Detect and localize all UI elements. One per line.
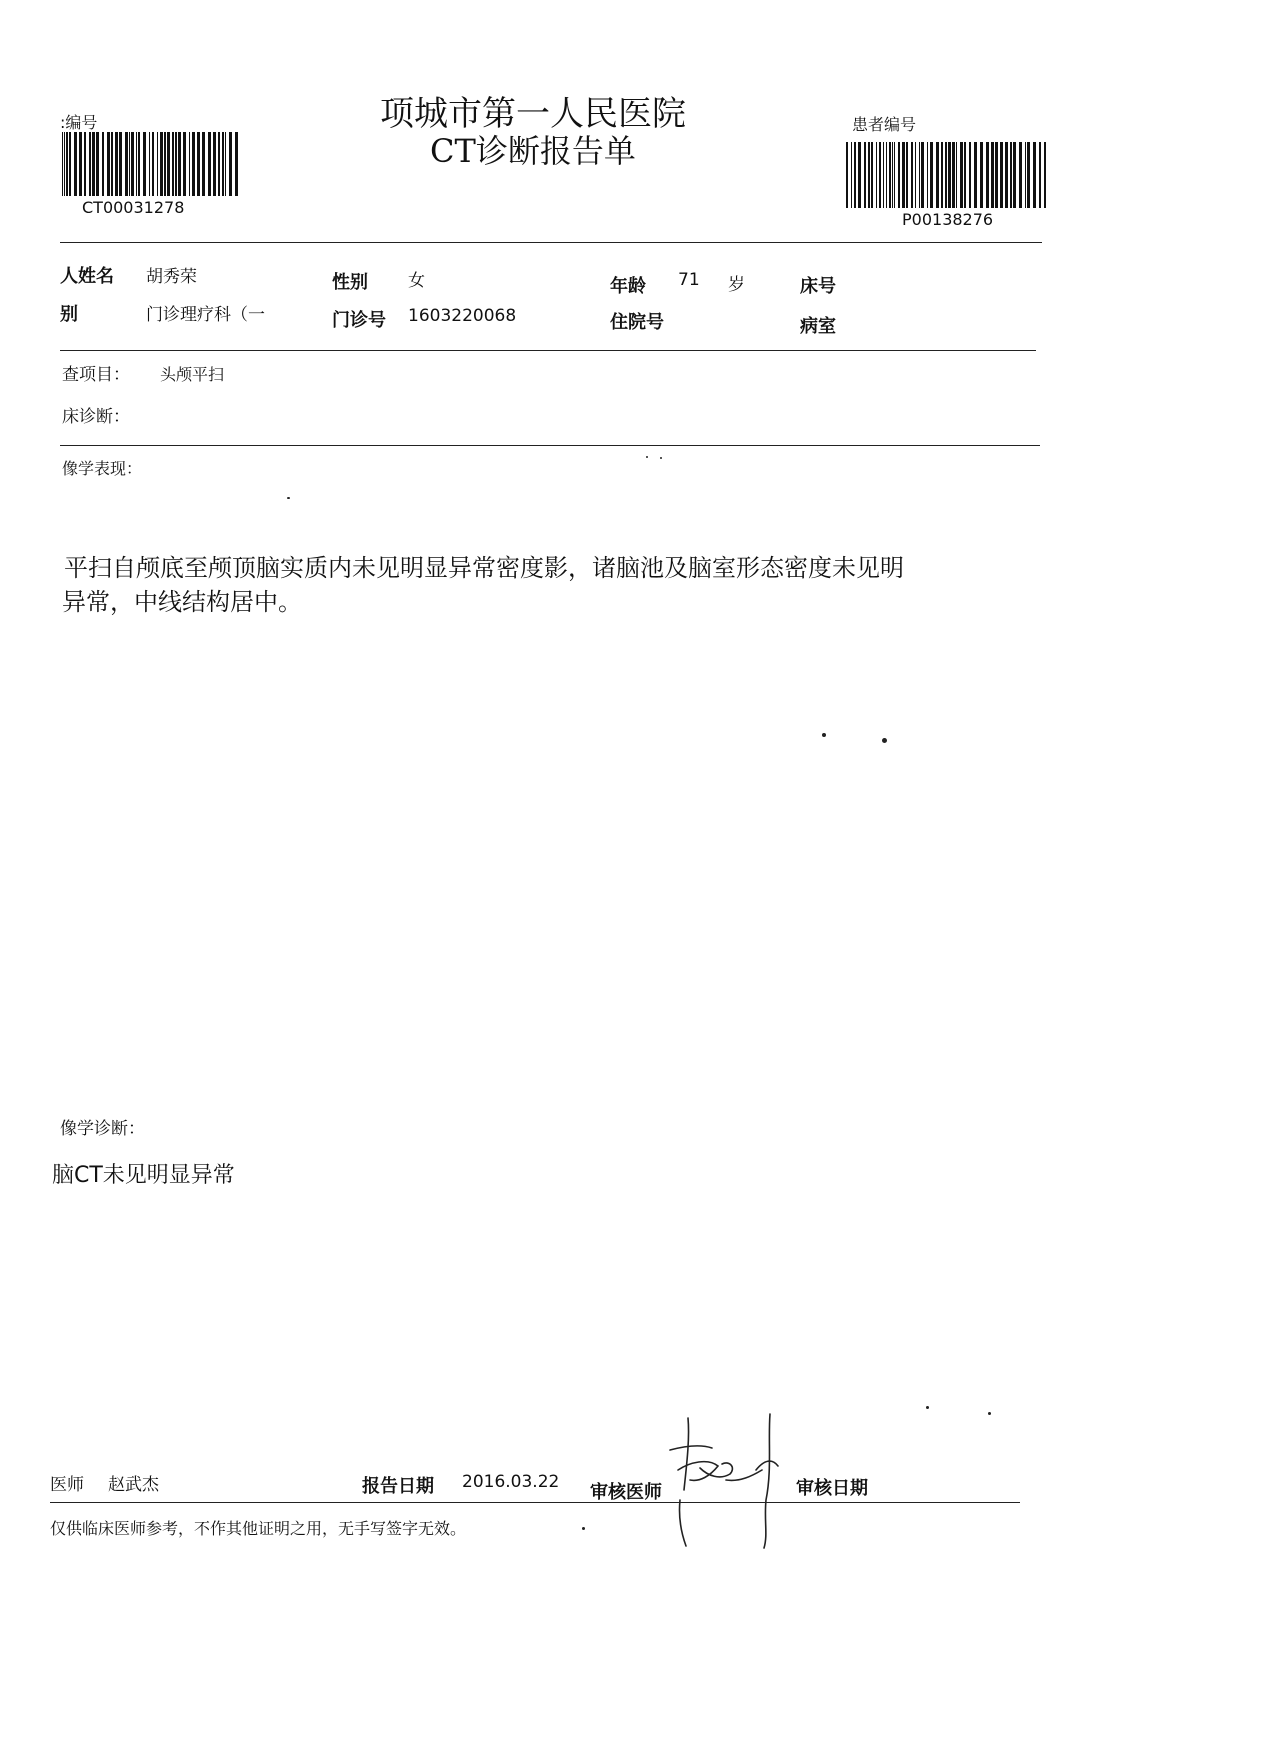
- barcode-bar: [213, 132, 216, 196]
- scan-speck: [822, 733, 826, 737]
- barcode-bar: [157, 132, 158, 196]
- scan-speck: [660, 457, 662, 459]
- barcode-bar: [131, 132, 134, 196]
- exam-item-label: 查项目：: [62, 365, 130, 385]
- barcode-bar: [886, 142, 887, 208]
- barcode-bar: [936, 142, 939, 208]
- barcode-bar: [167, 132, 170, 196]
- scan-speck: [988, 1412, 991, 1415]
- barcode-bar: [208, 132, 211, 196]
- barcode-bar: [879, 142, 881, 208]
- barcode-bar: [974, 142, 977, 208]
- scan-speck: [582, 1527, 585, 1530]
- barcode-bar: [79, 132, 82, 196]
- barcode-bar: [927, 142, 928, 208]
- findings-line-1: 平扫自颅底至颅顶脑实质内未见明显异常密度影，诸脑池及脑室形态密度未见明: [64, 554, 904, 582]
- barcode-bar: [854, 142, 856, 208]
- barcode-bar: [864, 142, 866, 208]
- barcode-bar: [111, 132, 113, 196]
- scan-speck: [287, 497, 290, 499]
- doctor-name: 赵武杰: [108, 1475, 159, 1495]
- barcode-bar: [192, 132, 195, 196]
- ward-label: 病室: [800, 316, 836, 337]
- barcode-bar: [149, 132, 150, 196]
- barcode-bar: [948, 142, 951, 208]
- barcode-bar: [889, 142, 891, 208]
- barcode-bar: [876, 142, 877, 208]
- barcode-bar: [175, 132, 177, 196]
- report-date-label: 报告日期: [362, 1476, 434, 1497]
- review-date-label: 审核日期: [796, 1478, 868, 1499]
- barcode-bar: [986, 142, 989, 208]
- barcode-bar: [1033, 142, 1036, 208]
- barcode-bar: [152, 132, 154, 196]
- barcode-bar: [1013, 142, 1016, 208]
- barcode-bar: [102, 132, 104, 196]
- barcode-bar: [138, 132, 140, 196]
- barcode-bar: [202, 132, 205, 196]
- barcode-bar: [96, 132, 99, 196]
- barcode-bar: [945, 142, 947, 208]
- dept-label: 别: [60, 304, 78, 325]
- exam-no: CT00031278: [82, 198, 185, 217]
- barcode-bar: [129, 132, 130, 196]
- barcode-bar: [160, 132, 163, 196]
- barcode-bar: [74, 132, 77, 196]
- barcode-bar: [235, 132, 238, 196]
- barcode-bar: [969, 142, 971, 208]
- barcode-bar: [84, 132, 86, 196]
- patient-name: 胡秀荣: [146, 267, 197, 287]
- barcode-bar: [119, 132, 122, 196]
- barcode-bar: [164, 132, 166, 196]
- divider-footer: [50, 1502, 1020, 1503]
- hospital-name: 项城市第一人民医院: [380, 94, 686, 134]
- exam-barcode: [62, 132, 240, 196]
- scan-speck: [926, 1406, 929, 1409]
- barcode-bar: [143, 132, 146, 196]
- barcode-bar: [197, 132, 200, 196]
- barcode-bar: [960, 142, 963, 208]
- barcode-bar: [952, 142, 955, 208]
- disclaimer: 仅供临床医师参考，不作其他证明之用，无手写签字无效。: [50, 1519, 467, 1538]
- patient-no-label: 患者编号: [852, 115, 917, 134]
- diagnosis-label: 像学诊断：: [60, 1119, 145, 1139]
- barcode-bar: [64, 132, 65, 196]
- barcode-bar: [189, 132, 190, 196]
- report-date: 2016.03.22: [462, 1472, 560, 1492]
- barcode-bar: [222, 132, 224, 196]
- barcode-bar: [964, 142, 966, 208]
- barcode-bar: [125, 132, 128, 196]
- barcode-bar: [229, 132, 232, 196]
- clinic-no: 1603220068: [408, 306, 517, 326]
- patient-gender: 女: [408, 271, 425, 291]
- reviewer-signature: [660, 1410, 810, 1550]
- findings-label: 像学表现：: [62, 459, 143, 478]
- barcode-bar: [906, 142, 908, 208]
- divider-patient: [60, 350, 1036, 351]
- doctor-label: 医师: [50, 1475, 84, 1495]
- barcode-bar: [851, 142, 852, 208]
- barcode-bar: [115, 132, 118, 196]
- barcode-bar: [225, 132, 226, 196]
- exam-item: 头颅平扫: [160, 365, 225, 384]
- barcode-bar: [183, 132, 186, 196]
- age-label: 年龄: [610, 276, 646, 297]
- barcode-bar: [178, 132, 181, 196]
- reviewer-label: 审核医师: [590, 1482, 662, 1503]
- barcode-bar: [92, 132, 95, 196]
- barcode-bar: [858, 142, 861, 208]
- barcode-bar: [995, 142, 998, 208]
- diagnosis-text: 脑CT未见明显异常: [52, 1163, 235, 1188]
- barcode-bar: [1005, 142, 1008, 208]
- barcode-bar: [1039, 142, 1041, 208]
- barcode-bar: [991, 142, 994, 208]
- report-title: CT诊断报告单: [430, 132, 636, 170]
- barcode-bar: [941, 142, 943, 208]
- barcode-bar: [911, 142, 913, 208]
- barcode-bar: [930, 142, 933, 208]
- barcode-bar: [218, 132, 220, 196]
- barcode-bar: [902, 142, 905, 208]
- barcode-bar: [915, 142, 916, 208]
- findings-line-2: 异常，中线结构居中。: [62, 588, 302, 616]
- barcode-bar: [69, 132, 71, 196]
- barcode-bar: [1025, 142, 1026, 208]
- patient-dept: 门诊理疗科（一: [146, 305, 265, 325]
- gender-label: 性别: [332, 272, 368, 293]
- age-unit: 岁: [728, 275, 745, 295]
- inpatient-no-label: 住院号: [610, 312, 664, 333]
- barcode-bar: [1027, 142, 1030, 208]
- barcode-bar: [898, 142, 900, 208]
- barcode-bar: [89, 132, 91, 196]
- scan-speck: [882, 738, 887, 743]
- bed-label: 床号: [800, 276, 836, 297]
- clinic-no-label: 门诊号: [332, 310, 386, 331]
- patient-barcode: [846, 142, 1046, 208]
- barcode-bar: [892, 142, 893, 208]
- barcode-bar: [136, 132, 137, 196]
- barcode-bar: [980, 142, 983, 208]
- barcode-bar: [868, 142, 870, 208]
- barcode-bar: [1019, 142, 1022, 208]
- exam-no-label: :编号: [60, 113, 98, 132]
- barcode-bar: [921, 142, 924, 208]
- barcode-bar: [62, 132, 63, 196]
- patient-no: P00138276: [902, 210, 994, 229]
- barcode-bar: [919, 142, 920, 208]
- barcode-bar: [871, 142, 873, 208]
- name-label: 人姓名: [60, 266, 114, 287]
- clinical-dx-label: 床诊断：: [62, 407, 130, 427]
- patient-age: 71: [678, 270, 700, 290]
- scan-speck: [646, 456, 648, 458]
- divider-header: [60, 242, 1042, 243]
- barcode-bar: [66, 132, 68, 196]
- barcode-bar: [1000, 142, 1003, 208]
- divider-exam: [60, 445, 1040, 446]
- barcode-bar: [172, 132, 174, 196]
- barcode-bar: [107, 132, 110, 196]
- barcode-bar: [1010, 142, 1012, 208]
- barcode-bar: [883, 142, 884, 208]
- barcode-bar: [1044, 142, 1046, 208]
- barcode-bar: [894, 142, 895, 208]
- barcode-bar: [846, 142, 848, 208]
- barcode-bar: [956, 142, 957, 208]
